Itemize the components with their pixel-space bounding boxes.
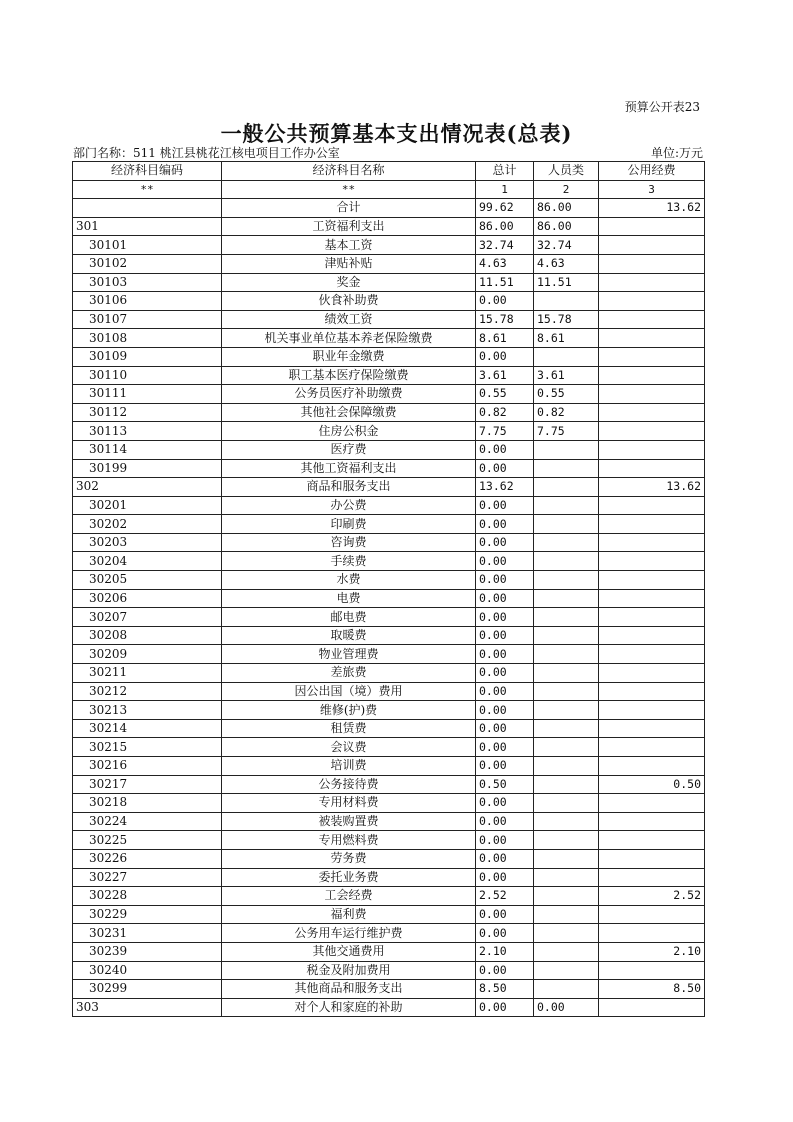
cell-name: 福利费 bbox=[222, 905, 476, 924]
cell-total: 11.51 bbox=[476, 273, 534, 292]
cell-code: 30208 bbox=[73, 626, 222, 645]
cell-name: 其他交通费用 bbox=[222, 942, 476, 961]
cell-total: 0.00 bbox=[476, 849, 534, 868]
table-row bbox=[73, 849, 705, 868]
cell-total: 0.00 bbox=[476, 905, 534, 924]
cell-code: 303 bbox=[73, 998, 222, 1017]
cell-public bbox=[599, 608, 705, 627]
table-row bbox=[73, 236, 705, 255]
cell-personnel bbox=[534, 719, 599, 738]
cell-public bbox=[599, 496, 705, 515]
cell-personnel bbox=[534, 496, 599, 515]
cell-public bbox=[599, 626, 705, 645]
table-row bbox=[73, 626, 705, 645]
table-row bbox=[73, 682, 705, 701]
cell-code: 30199 bbox=[73, 459, 222, 478]
cell-name: 职业年金缴费 bbox=[222, 347, 476, 366]
cell-name: 因公出国（境）费用 bbox=[222, 682, 476, 701]
table-row bbox=[73, 794, 705, 813]
cell-total: 0.00 bbox=[476, 924, 534, 943]
cell-personnel: 15.78 bbox=[534, 310, 599, 329]
index-cell: ** bbox=[222, 180, 476, 199]
cell-total: 2.10 bbox=[476, 942, 534, 961]
table-row bbox=[73, 478, 705, 497]
header-code: 经济科目编码 bbox=[73, 162, 222, 181]
page-title: 一般公共预算基本支出情况表(总表) bbox=[220, 121, 573, 146]
header-public: 公用经费 bbox=[599, 162, 705, 181]
cell-total: 4.63 bbox=[476, 254, 534, 273]
cell-name: 印刷费 bbox=[222, 515, 476, 534]
cell-name: 专用材料费 bbox=[222, 794, 476, 813]
cell-total: 99.62 bbox=[476, 199, 534, 218]
cell-name: 医疗费 bbox=[222, 440, 476, 459]
cell-name: 咨询费 bbox=[222, 533, 476, 552]
cell-name: 绩效工资 bbox=[222, 310, 476, 329]
cell-total: 7.75 bbox=[476, 422, 534, 441]
cell-name: 电费 bbox=[222, 589, 476, 608]
header-row bbox=[73, 162, 705, 181]
cell-code: 30211 bbox=[73, 664, 222, 683]
cell-public: 13.62 bbox=[599, 199, 705, 218]
cell-name: 职工基本医疗保险缴费 bbox=[222, 366, 476, 385]
cell-code: 30112 bbox=[73, 403, 222, 422]
cell-public bbox=[599, 440, 705, 459]
cell-name: 水费 bbox=[222, 571, 476, 590]
cell-personnel bbox=[534, 347, 599, 366]
index-cell: 3 bbox=[599, 180, 705, 199]
cell-code: 30110 bbox=[73, 366, 222, 385]
cell-personnel bbox=[534, 459, 599, 478]
cell-code: 30101 bbox=[73, 236, 222, 255]
cell-total: 0.00 bbox=[476, 831, 534, 850]
cell-code: 30114 bbox=[73, 440, 222, 459]
cell-name: 邮电费 bbox=[222, 608, 476, 627]
cell-personnel bbox=[534, 645, 599, 664]
cell-public bbox=[599, 812, 705, 831]
header-personnel: 人员类 bbox=[534, 162, 599, 181]
table-row bbox=[73, 459, 705, 478]
cell-public bbox=[599, 794, 705, 813]
cell-name: 取暖费 bbox=[222, 626, 476, 645]
cell-personnel: 86.00 bbox=[534, 217, 599, 236]
cell-total: 0.00 bbox=[476, 812, 534, 831]
table-row bbox=[73, 385, 705, 404]
table-row bbox=[73, 775, 705, 794]
cell-code: 30109 bbox=[73, 347, 222, 366]
cell-total: 8.61 bbox=[476, 329, 534, 348]
cell-total: 15.78 bbox=[476, 310, 534, 329]
cell-personnel: 4.63 bbox=[534, 254, 599, 273]
table-row bbox=[73, 292, 705, 311]
cell-code: 30225 bbox=[73, 831, 222, 850]
cell-total: 0.00 bbox=[476, 738, 534, 757]
cell-public bbox=[599, 292, 705, 311]
cell-name: 办公费 bbox=[222, 496, 476, 515]
cell-public bbox=[599, 329, 705, 348]
table-row bbox=[73, 905, 705, 924]
cell-public bbox=[599, 924, 705, 943]
cell-personnel bbox=[534, 664, 599, 683]
cell-personnel bbox=[534, 552, 599, 571]
meta-row bbox=[73, 144, 703, 161]
cell-public bbox=[599, 385, 705, 404]
table-row bbox=[73, 719, 705, 738]
cell-total: 0.00 bbox=[476, 440, 534, 459]
header-name: 经济科目名称 bbox=[222, 162, 476, 181]
cell-total: 0.50 bbox=[476, 775, 534, 794]
cell-code: 30108 bbox=[73, 329, 222, 348]
cell-total: 0.00 bbox=[476, 552, 534, 571]
cell-public bbox=[599, 422, 705, 441]
cell-public bbox=[599, 868, 705, 887]
cell-personnel bbox=[534, 831, 599, 850]
form-number: 预算公开表23 bbox=[624, 100, 700, 114]
cell-personnel: 8.61 bbox=[534, 329, 599, 348]
cell-total: 0.00 bbox=[476, 571, 534, 590]
cell-name: 其他工资福利支出 bbox=[222, 459, 476, 478]
cell-public bbox=[599, 552, 705, 571]
table-row bbox=[73, 831, 705, 850]
cell-total: 0.00 bbox=[476, 998, 534, 1017]
table-row bbox=[73, 515, 705, 534]
cell-code: 30206 bbox=[73, 589, 222, 608]
cell-name: 对个人和家庭的补助 bbox=[222, 998, 476, 1017]
cell-total: 0.82 bbox=[476, 403, 534, 422]
cell-public: 0.50 bbox=[599, 775, 705, 794]
table-row bbox=[73, 199, 705, 218]
cell-code: 30202 bbox=[73, 515, 222, 534]
cell-code: 30111 bbox=[73, 385, 222, 404]
cell-public: 2.10 bbox=[599, 942, 705, 961]
unit-label: 单位:万元 bbox=[650, 146, 703, 160]
cell-public bbox=[599, 236, 705, 255]
cell-public bbox=[599, 254, 705, 273]
cell-total: 0.00 bbox=[476, 589, 534, 608]
table-row bbox=[73, 403, 705, 422]
cell-code: 30102 bbox=[73, 254, 222, 273]
cell-name: 工资福利支出 bbox=[222, 217, 476, 236]
cell-public bbox=[599, 738, 705, 757]
table-row bbox=[73, 998, 705, 1017]
table-row bbox=[73, 757, 705, 776]
cell-public bbox=[599, 682, 705, 701]
expenditure-table bbox=[72, 161, 705, 1017]
cell-total: 86.00 bbox=[476, 217, 534, 236]
cell-code: 30239 bbox=[73, 942, 222, 961]
cell-personnel bbox=[534, 478, 599, 497]
cell-total: 0.00 bbox=[476, 459, 534, 478]
cell-name: 会议费 bbox=[222, 738, 476, 757]
table-row bbox=[73, 589, 705, 608]
cell-code: 30103 bbox=[73, 273, 222, 292]
table-row bbox=[73, 552, 705, 571]
cell-public bbox=[599, 533, 705, 552]
table-row bbox=[73, 422, 705, 441]
cell-public bbox=[599, 571, 705, 590]
cell-code: 30218 bbox=[73, 794, 222, 813]
cell-total: 0.00 bbox=[476, 533, 534, 552]
cell-public bbox=[599, 273, 705, 292]
cell-public bbox=[599, 849, 705, 868]
table-row bbox=[73, 961, 705, 980]
cell-public bbox=[599, 347, 705, 366]
cell-personnel: 11.51 bbox=[534, 273, 599, 292]
cell-personnel bbox=[534, 738, 599, 757]
cell-name: 伙食补助费 bbox=[222, 292, 476, 311]
cell-total: 8.50 bbox=[476, 980, 534, 999]
cell-code: 30106 bbox=[73, 292, 222, 311]
table-row bbox=[73, 645, 705, 664]
cell-public: 8.50 bbox=[599, 980, 705, 999]
table-row bbox=[73, 347, 705, 366]
cell-public bbox=[599, 719, 705, 738]
cell-personnel: 7.75 bbox=[534, 422, 599, 441]
table-row bbox=[73, 440, 705, 459]
cell-public bbox=[599, 459, 705, 478]
table-row bbox=[73, 533, 705, 552]
cell-total: 0.00 bbox=[476, 515, 534, 534]
index-cell: 1 bbox=[476, 180, 534, 199]
index-cell: ** bbox=[73, 180, 222, 199]
cell-personnel: 3.61 bbox=[534, 366, 599, 385]
cell-code: 30203 bbox=[73, 533, 222, 552]
cell-personnel bbox=[534, 961, 599, 980]
cell-public bbox=[599, 645, 705, 664]
table-body bbox=[73, 199, 705, 1017]
cell-total: 0.00 bbox=[476, 626, 534, 645]
cell-total: 2.52 bbox=[476, 887, 534, 906]
cell-name: 机关事业单位基本养老保险缴费 bbox=[222, 329, 476, 348]
cell-name: 专用燃料费 bbox=[222, 831, 476, 850]
cell-code: 30113 bbox=[73, 422, 222, 441]
cell-personnel bbox=[534, 794, 599, 813]
cell-personnel bbox=[534, 812, 599, 831]
cell-name: 委托业务费 bbox=[222, 868, 476, 887]
cell-total: 0.00 bbox=[476, 347, 534, 366]
cell-total: 0.00 bbox=[476, 757, 534, 776]
table-row bbox=[73, 571, 705, 590]
cell-total: 0.00 bbox=[476, 961, 534, 980]
cell-public bbox=[599, 664, 705, 683]
cell-personnel bbox=[534, 608, 599, 627]
cell-code: 301 bbox=[73, 217, 222, 236]
table-row bbox=[73, 812, 705, 831]
cell-total: 13.62 bbox=[476, 478, 534, 497]
cell-name: 公务用车运行维护费 bbox=[222, 924, 476, 943]
cell-public bbox=[599, 961, 705, 980]
cell-public bbox=[599, 905, 705, 924]
department-label: 部门名称：511 桃江县桃花江核电项目工作办公室 bbox=[73, 146, 340, 160]
cell-code: 30217 bbox=[73, 775, 222, 794]
cell-code: 30216 bbox=[73, 757, 222, 776]
table-row bbox=[73, 980, 705, 999]
cell-code: 30201 bbox=[73, 496, 222, 515]
cell-code: 30231 bbox=[73, 924, 222, 943]
cell-personnel bbox=[534, 626, 599, 645]
cell-personnel bbox=[534, 571, 599, 590]
table-row bbox=[73, 496, 705, 515]
cell-personnel: 86.00 bbox=[534, 199, 599, 218]
cell-name: 奖金 bbox=[222, 273, 476, 292]
cell-total: 0.55 bbox=[476, 385, 534, 404]
cell-name: 公务员医疗补助缴费 bbox=[222, 385, 476, 404]
cell-public bbox=[599, 831, 705, 850]
cell-personnel: 0.82 bbox=[534, 403, 599, 422]
cell-code: 30227 bbox=[73, 868, 222, 887]
table-row bbox=[73, 701, 705, 720]
cell-personnel bbox=[534, 849, 599, 868]
cell-public: 2.52 bbox=[599, 887, 705, 906]
cell-total: 0.00 bbox=[476, 496, 534, 515]
cell-total: 0.00 bbox=[476, 645, 534, 664]
cell-personnel bbox=[534, 701, 599, 720]
cell-code: 30209 bbox=[73, 645, 222, 664]
cell-code: 30299 bbox=[73, 980, 222, 999]
cell-personnel bbox=[534, 589, 599, 608]
cell-name: 公务接待费 bbox=[222, 775, 476, 794]
cell-personnel bbox=[534, 515, 599, 534]
cell-code: 30212 bbox=[73, 682, 222, 701]
cell-public bbox=[599, 366, 705, 385]
cell-code: 30226 bbox=[73, 849, 222, 868]
cell-public bbox=[599, 589, 705, 608]
cell-name: 工会经费 bbox=[222, 887, 476, 906]
cell-name: 手续费 bbox=[222, 552, 476, 571]
cell-personnel bbox=[534, 440, 599, 459]
cell-code: 30229 bbox=[73, 905, 222, 924]
cell-total: 0.00 bbox=[476, 292, 534, 311]
cell-personnel bbox=[534, 292, 599, 311]
cell-personnel bbox=[534, 942, 599, 961]
table-row bbox=[73, 217, 705, 236]
cell-total: 32.74 bbox=[476, 236, 534, 255]
table-row bbox=[73, 329, 705, 348]
cell-name: 被装购置费 bbox=[222, 812, 476, 831]
cell-personnel bbox=[534, 924, 599, 943]
cell-personnel bbox=[534, 757, 599, 776]
cell-code: 30204 bbox=[73, 552, 222, 571]
cell-name: 物业管理费 bbox=[222, 645, 476, 664]
cell-total: 0.00 bbox=[476, 608, 534, 627]
index-cell: 2 bbox=[534, 180, 599, 199]
cell-personnel: 32.74 bbox=[534, 236, 599, 255]
table-row bbox=[73, 273, 705, 292]
cell-name: 维修(护)费 bbox=[222, 701, 476, 720]
table-row bbox=[73, 738, 705, 757]
cell-name: 差旅费 bbox=[222, 664, 476, 683]
cell-personnel: 0.00 bbox=[534, 998, 599, 1017]
cell-public bbox=[599, 701, 705, 720]
cell-total: 0.00 bbox=[476, 719, 534, 738]
table-row bbox=[73, 254, 705, 273]
cell-public bbox=[599, 757, 705, 776]
cell-code bbox=[73, 199, 222, 218]
cell-public bbox=[599, 998, 705, 1017]
table-row bbox=[73, 664, 705, 683]
cell-name: 商品和服务支出 bbox=[222, 478, 476, 497]
cell-total: 0.00 bbox=[476, 682, 534, 701]
cell-personnel bbox=[534, 533, 599, 552]
cell-personnel bbox=[534, 775, 599, 794]
cell-total: 0.00 bbox=[476, 664, 534, 683]
cell-total: 0.00 bbox=[476, 701, 534, 720]
table-row bbox=[73, 366, 705, 385]
cell-personnel bbox=[534, 980, 599, 999]
cell-personnel bbox=[534, 905, 599, 924]
cell-public: 13.62 bbox=[599, 478, 705, 497]
cell-code: 30205 bbox=[73, 571, 222, 590]
cell-public bbox=[599, 310, 705, 329]
cell-code: 302 bbox=[73, 478, 222, 497]
table-row bbox=[73, 887, 705, 906]
cell-code: 30107 bbox=[73, 310, 222, 329]
cell-public bbox=[599, 217, 705, 236]
index-row bbox=[73, 180, 705, 199]
table-row bbox=[73, 608, 705, 627]
table-row bbox=[73, 924, 705, 943]
cell-personnel: 0.55 bbox=[534, 385, 599, 404]
cell-total: 0.00 bbox=[476, 794, 534, 813]
cell-personnel bbox=[534, 868, 599, 887]
cell-code: 30224 bbox=[73, 812, 222, 831]
cell-name: 税金及附加费用 bbox=[222, 961, 476, 980]
cell-total: 3.61 bbox=[476, 366, 534, 385]
cell-name: 培训费 bbox=[222, 757, 476, 776]
cell-code: 30228 bbox=[73, 887, 222, 906]
cell-name: 劳务费 bbox=[222, 849, 476, 868]
cell-public bbox=[599, 403, 705, 422]
cell-name: 其他社会保障缴费 bbox=[222, 403, 476, 422]
cell-code: 30240 bbox=[73, 961, 222, 980]
table-row bbox=[73, 942, 705, 961]
cell-name: 其他商品和服务支出 bbox=[222, 980, 476, 999]
cell-name: 住房公积金 bbox=[222, 422, 476, 441]
cell-public bbox=[599, 515, 705, 534]
cell-code: 30214 bbox=[73, 719, 222, 738]
cell-personnel bbox=[534, 887, 599, 906]
cell-code: 30207 bbox=[73, 608, 222, 627]
cell-name: 津贴补贴 bbox=[222, 254, 476, 273]
cell-personnel bbox=[534, 682, 599, 701]
header-total: 总计 bbox=[476, 162, 534, 181]
cell-name: 租赁费 bbox=[222, 719, 476, 738]
table-row bbox=[73, 868, 705, 887]
table-row bbox=[73, 310, 705, 329]
cell-name: 合计 bbox=[222, 199, 476, 218]
cell-code: 30213 bbox=[73, 701, 222, 720]
cell-name: 基本工资 bbox=[222, 236, 476, 255]
cell-code: 30215 bbox=[73, 738, 222, 757]
cell-total: 0.00 bbox=[476, 868, 534, 887]
